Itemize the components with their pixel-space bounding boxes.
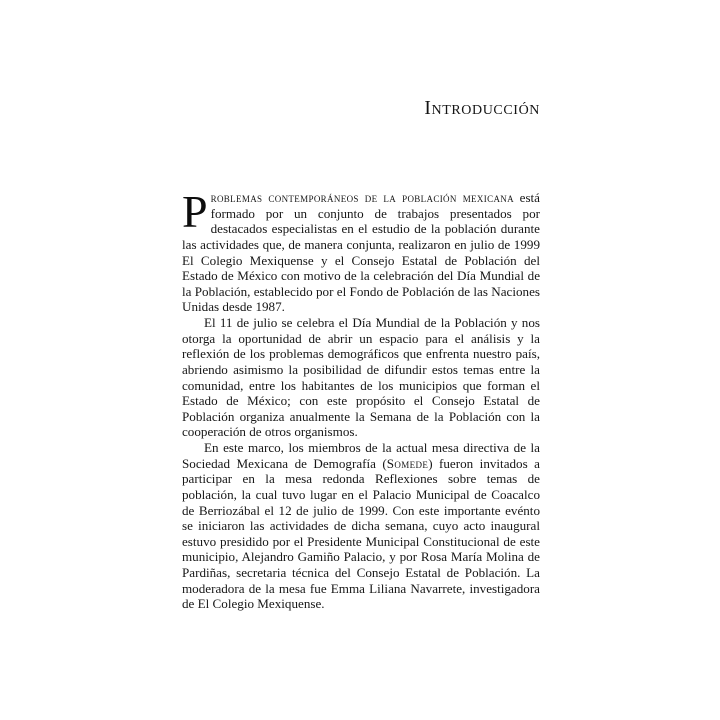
paragraph-1 <box>182 186 540 315</box>
drop-cap: P <box>182 186 208 237</box>
paragraph-2 <box>182 315 540 440</box>
body-text-block <box>182 186 540 612</box>
paragraph-3 <box>182 440 540 612</box>
somede-acronym: Somede <box>386 455 429 471</box>
paragraph-1-text: está formado por un conjunto de trabajos presentados por destacados especialistas en el estudio de la población durante las actividades que, de manera conjunta, realizaron en julio de 1999 El Colegio Mexiquense y el Consejo Estatal de Población del Estado de México con motivo de la celebración del Día Mundial de la Población, establecido por el Fondo de Población de las Naciones Unidas desde 1987. <box>182 190 540 315</box>
paragraph-2-text: El 11 de julio se celebra el Día Mundial de la Población y nos otorga la oportunidad de abrir un espacio para el análisis y la reflexión de los problemas demográficos que enfrenta nuestro país, abriendo asimismo la posibilidad de difundir estos temas entre la comunidad, entre los habitantes de los municipios que forman el Estado de México; con este propósito el Consejo Estatal de Población organiza anualmente la Semana de la Población con la cooperación de otros organismos. <box>182 315 540 440</box>
page-title: Introducción <box>424 98 540 119</box>
paragraph-3-text-after: ) fueron invitados a participar en la mesa redonda Reflexiones sobre temas de población, la cual tuvo lugar en el Palacio Municipal de Coacalco de Berriozábal el 12 de julio de 1999. Con este importante evénto se iniciaron las actividades de dicha semana, cuyo acto inaugural estuvo presidido por el Presidente Municipal Constitucional de este municipio, Alejandro Gamiño Palacio, y por Rosa María Molina de Pardiñas, secretaria técnica del Consejo Estatal de Población. La moderadora de la mesa fue Emma Liliana Navarrete, investigadora de El Colegio Mexiquense. <box>182 455 540 612</box>
opening-small-caps: roblemas contemporáneos de la población mexicana <box>210 190 515 205</box>
paragraph-3-text-before: En este marco, los miembros de la actual mesa directiva de la Sociedad Mexicana de Demografía ( <box>182 440 540 471</box>
